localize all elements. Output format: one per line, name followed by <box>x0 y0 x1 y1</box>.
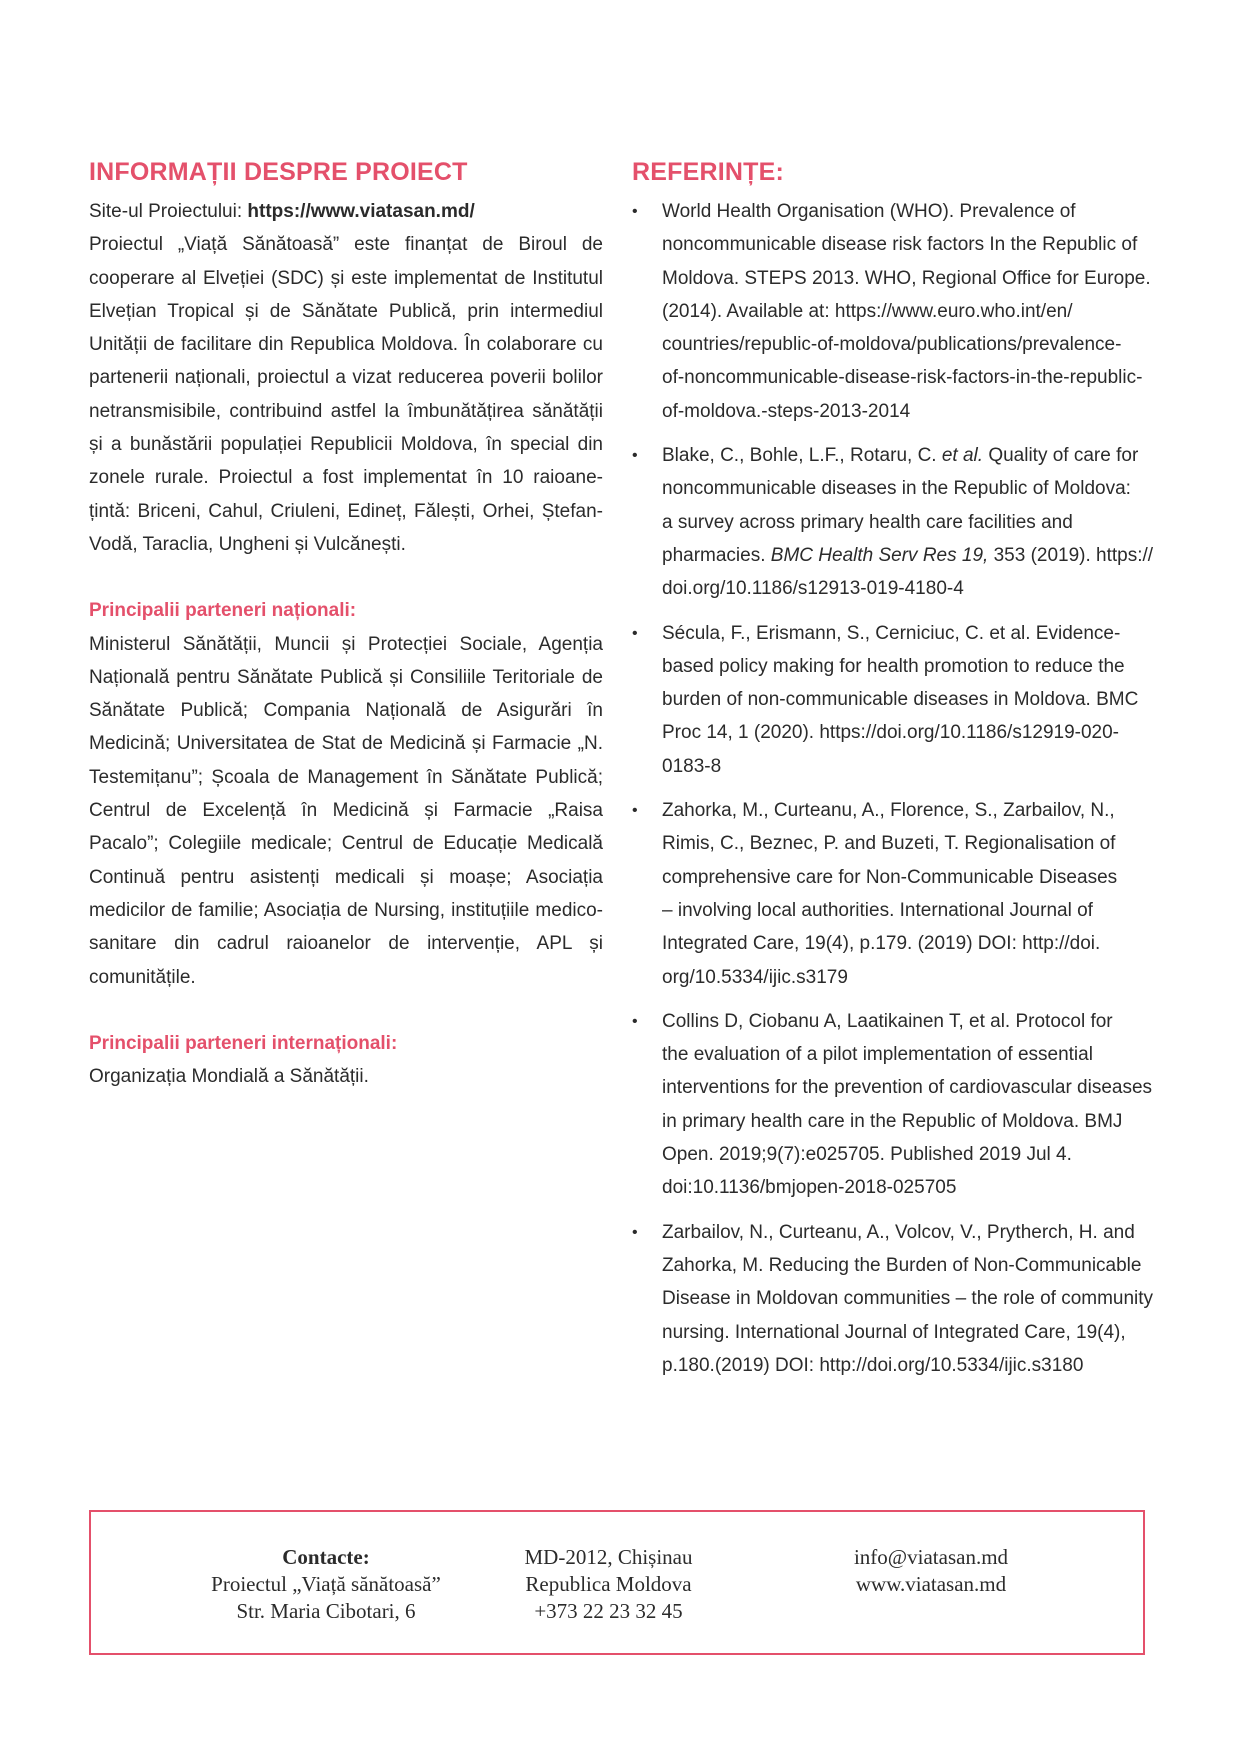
reference-line: World Health Organisation (WHO). Prevalence of <box>662 201 1076 222</box>
contact-column-project <box>201 1544 451 1625</box>
contact-column-address <box>491 1544 726 1625</box>
reference-line: a survey across primary health care facilities and <box>662 511 1073 533</box>
reference-line: Blake, C., Bohle, L.F., Rotaru, C. et al. Quality of care for <box>662 445 1139 467</box>
reference-item <box>632 439 1152 605</box>
reference-line: burden of non-communicable diseases in Moldova. BMC <box>662 689 1139 711</box>
bullet-icon: • <box>632 1223 638 1241</box>
contact-website[interactable]: www.viatasan.md <box>855 1572 1007 1596</box>
reference-line: Zahorka, M., Curteanu, A., Florence, S., Zarbailov, N., <box>662 800 1115 822</box>
international-partners-title: Principalii parteneri internaționali: <box>89 1032 398 1054</box>
bullet-icon: • <box>632 624 638 642</box>
national-partners-title: Principalii parteneri naționali: <box>89 600 357 622</box>
reference-line: interventions for the prevention of cardiovascular diseases <box>662 1077 1153 1099</box>
national-partners-text: Ministerul Sănătății, Muncii și Protecției Sociale, Agenția Națională pentru Sănătate Publică și Consiliile Teritoriale de Sănătate Publică; Compania Națională de Asigurări în Medicină; Universitatea de Stat de Medicină și Farmacie „N. Testemițanu”; Școala de Management în Sănătate Publică; Centrul de Excelență în Medicină și Farmacie „Raisa Pacalo”; Colegiile medicale; Centrul de Educație Medicală Continuă pentru asistenți medicali și moașe; Asociația medicilor de familie; Asociația de Nursing, instituțiile medico-sanitare din cadrul raioanelor de intervenție, APL și comunitățile. <box>89 633 603 988</box>
contact-box <box>89 1510 1145 1655</box>
reference-line: Disease in Moldovan communities – the role of community <box>662 1288 1154 1310</box>
project-description: Proiectul „Viață Sănătoasă” este finanțat de Biroul de cooperare al Elveției (SDC) și este implementat de Institutul Elvețian Tropical și de Sănătate Publică, prin intermediul Unității de facilitare din Republica Moldova. În colaborare cu partenerii naționali, proiectul a vizat reducerea poverii bolilor netransmisibile, contribuind astfel la îmbunătățirea sănătății și a bunăstării populației Republicii Moldova, în special din zonele rurale. Proiectul a fost implementat în 10 raioane-țintă: Briceni, Cahul, Criuleni, Edineț, Fălești, Orhei, Ștefan-Vodă, Taraclia, Ungheni și Vulcănești. <box>89 234 603 555</box>
contact-phone[interactable]: +373 22 23 32 45 <box>534 1599 683 1623</box>
reference-line: Zahorka, M. Reducing the Burden of Non-Communicable <box>662 1254 1142 1276</box>
references-list <box>632 195 1152 1382</box>
references-section <box>632 155 1152 1393</box>
reference-line: comprehensive care for Non-Communicable Diseases <box>662 866 1118 888</box>
reference-item <box>632 1005 1152 1205</box>
reference-line: the evaluation of a pilot implementation of essential <box>662 1044 1093 1066</box>
project-site-url[interactable]: https://www.viatasan.md/ <box>247 201 475 222</box>
reference-line: of-noncommunicable-disease-risk-factors-in-the-republic- <box>662 367 1143 389</box>
reference-line: countries/republic-of-moldova/publications/prevalence- <box>662 334 1122 356</box>
reference-line: noncommunicable disease risk factors In the Republic of <box>662 234 1138 256</box>
reference-item <box>632 1216 1152 1382</box>
bullet-icon: • <box>632 203 638 220</box>
contact-project-name: Proiectul „Viață sănătoasă” <box>211 1572 441 1596</box>
reference-line: p.180.(2019) DOI: http://doi.org/10.5334/ijic.s3180 <box>662 1354 1084 1376</box>
bullet-icon: • <box>632 1012 638 1030</box>
reference-line: Proc 14, 1 (2020). https://doi.org/10.1186/s12919-020- <box>662 722 1120 744</box>
project-info-title: INFORMAȚII DESPRE PROIECT <box>89 158 468 186</box>
reference-line: Rimis, C., Beznec, P. and Buzeti, T. Regionalisation of <box>662 833 1116 855</box>
reference-line: Collins D, Ciobanu A, Laatikainen T, et al. Protocol for <box>662 1010 1113 1032</box>
reference-item <box>632 794 1152 994</box>
reference-item <box>632 617 1152 783</box>
bullet-icon: • <box>632 802 638 820</box>
contact-city: MD-2012, Chișinau <box>524 1545 693 1569</box>
contact-label: Contacte: <box>282 1545 370 1569</box>
references-title: REFERINȚE: <box>632 158 784 186</box>
contact-email[interactable]: info@viatasan.md <box>853 1545 1009 1569</box>
reference-line: noncommunicable diseases in the Republic of Moldova: <box>662 478 1131 500</box>
reference-line: in primary health care in the Republic of Moldova. BMJ <box>662 1110 1123 1132</box>
contact-country: Republica Moldova <box>525 1572 692 1596</box>
reference-line: doi.org/10.1186/s12913-019-4180-4 <box>662 578 964 600</box>
reference-item <box>632 195 1152 428</box>
reference-line: Moldova. STEPS 2013. WHO, Regional Office for Europe. <box>662 267 1151 289</box>
bullet-icon: • <box>632 447 638 465</box>
reference-line: pharmacies. BMC Health Serv Res 19, 353 (2019). https:// <box>662 544 1154 566</box>
reference-line: doi:10.1136/bmjopen-2018-025705 <box>662 1177 957 1199</box>
reference-line: Zarbailov, N., Curteanu, A., Volcov, V., Prytherch, H. and <box>662 1221 1135 1243</box>
contact-column-online <box>836 1544 1026 1598</box>
international-partners-text: Organizația Mondială a Sănătății. <box>89 1066 369 1088</box>
reference-line: Open. 2019;9(7):e025705. Published 2019 Jul 4. <box>662 1144 1072 1166</box>
reference-line: based policy making for health promotion to reduce the <box>662 655 1125 677</box>
reference-line: org/10.5334/ijic.s3179 <box>662 966 848 988</box>
contact-street: Str. Maria Cibotari, 6 <box>236 1599 416 1623</box>
reference-line: Integrated Care, 19(4), p.179. (2019) DOI: http://doi. <box>662 933 1101 955</box>
reference-line: – involving local authorities. International Journal of <box>662 899 1093 921</box>
project-info-section <box>89 155 603 1093</box>
reference-line: 0183-8 <box>662 755 722 777</box>
reference-line: Sécula, F., Erismann, S., Cerniciuc, C. et al. Evidence- <box>662 622 1121 644</box>
reference-line: of-moldova.-steps-2013-2014 <box>662 400 911 422</box>
project-site-line <box>89 195 603 228</box>
reference-line: (2014). Available at: https://www.euro.who.int/en/ <box>662 300 1073 322</box>
project-site-label: Site-ul Proiectului: <box>89 201 248 222</box>
reference-line: nursing. International Journal of Integrated Care, 19(4), <box>662 1321 1126 1343</box>
